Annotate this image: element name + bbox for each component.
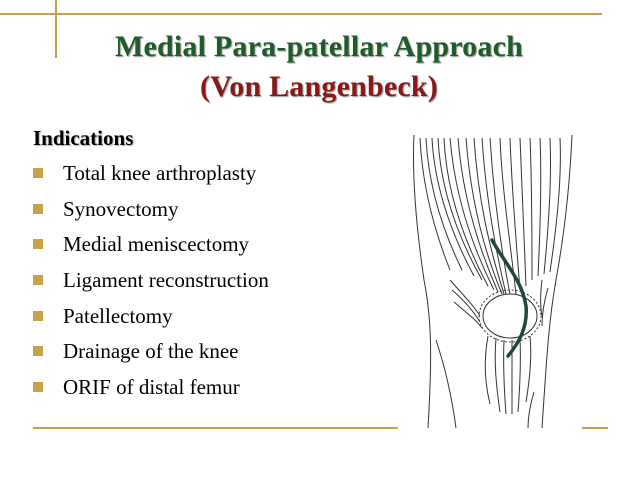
- list-item-text: Ligament reconstruction: [63, 268, 269, 293]
- slide-title: Medial Para-patellar Approach: [114, 30, 523, 63]
- list-item: [33, 268, 269, 304]
- list-item: [33, 375, 269, 411]
- leg-outline-left: [413, 135, 430, 428]
- list-item: [33, 232, 269, 268]
- list-item: [33, 161, 269, 197]
- incision-line: [492, 240, 526, 356]
- list-item-text: ORIF of distal femur: [63, 375, 240, 400]
- square-bullet-icon: [33, 239, 43, 249]
- list-item: [33, 197, 269, 233]
- square-bullet-icon: [33, 311, 43, 321]
- indications-list: [33, 161, 269, 411]
- list-item: [33, 304, 269, 340]
- frame-bottom-right-line: [582, 427, 608, 429]
- list-item: [33, 339, 269, 375]
- slide-subtitle: (Von Langenbeck): [200, 70, 438, 103]
- frame-top-line: [0, 13, 602, 15]
- square-bullet-icon: [33, 204, 43, 214]
- leg-outline-right: [542, 135, 572, 428]
- patella-outline: [483, 294, 537, 338]
- list-item-text: Medial meniscectomy: [63, 232, 250, 257]
- frame-bottom-line: [33, 427, 398, 429]
- list-item-text: Patellectomy: [63, 303, 173, 328]
- knee-anatomy-drawing: [392, 130, 584, 430]
- square-bullet-icon: [33, 346, 43, 356]
- list-item-text: Drainage of the knee: [63, 339, 239, 364]
- indications-heading: Indications: [33, 126, 134, 150]
- list-item-text: Total knee arthroplasty: [63, 161, 257, 185]
- square-bullet-icon: [33, 168, 43, 178]
- square-bullet-icon: [33, 275, 43, 285]
- list-item-text: Synovectomy: [63, 196, 179, 221]
- square-bullet-icon: [33, 382, 43, 392]
